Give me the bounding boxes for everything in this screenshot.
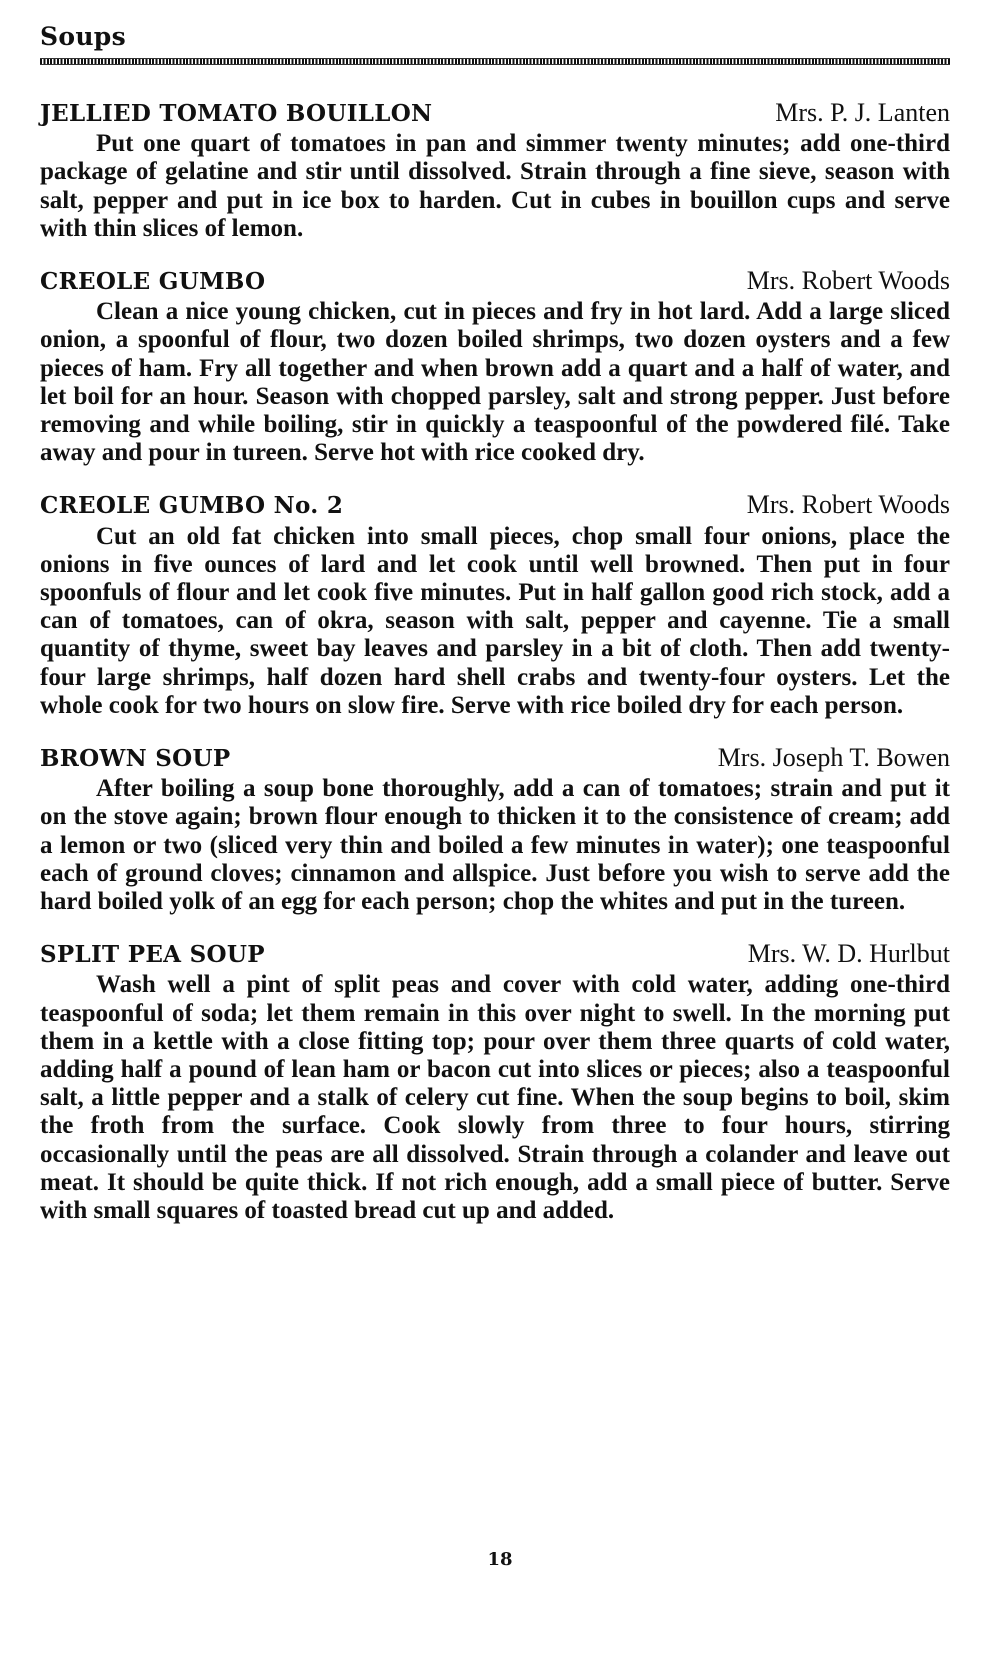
recipe-heading bbox=[40, 489, 950, 520]
recipe-title: BROWN SOUP bbox=[40, 745, 231, 773]
recipe-title: JELLIED TOMATO BOUILLON bbox=[40, 100, 433, 127]
recipe-text: Cut an old fat chicken into small pieces, chop small four onions, place the onions in five ounces of lard and let cook until well browned. Then put in four spoonfuls of flour and let cook five minutes. Put in half gallon good rich stock, add a can of tomatoes, can of okra, season with salt, pepper and cayenne. Tie a small quantity of thyme, sweet bay leaves and parsley in a bit of cloth. Then add twenty-four large shrimps, half dozen hard shell crabs and twenty-four oysters. Let the whole cook for two hours on slow fire. Serve with rice boiled dry for each person. bbox=[40, 522, 950, 719]
recipe-heading bbox=[40, 97, 950, 128]
recipe-brown-soup bbox=[40, 742, 950, 916]
recipe-title: SPLIT PEA SOUP bbox=[40, 941, 265, 969]
recipe-split-pea-soup bbox=[40, 938, 950, 1225]
recipe-author: Mrs. Robert Woods bbox=[746, 266, 950, 295]
recipe-text: After boiling a soup bone thoroughly, add a can of tomatoes; strain and put it on the stove again; brown flour enough to thicken it to the consistence of cream; add a lemon or two (sliced very thin and boiled a few minutes in water); one teaspoonful each of ground cloves; cinnamon and allspice. Just before you wish to serve add the hard boiled yolk of an egg for each person; chop the whites and put in the tureen. bbox=[40, 775, 950, 916]
recipe-text: Put one quart of tomatoes in pan and simmer twenty minutes; add one-third package of gelatine and stir until dissolved. Strain through a fine sieve, season with salt, pepper and put in ice box to harden. Cut in cubes in bouillon cups and serve with thin slices of lemon. bbox=[40, 130, 950, 242]
section-title: Soups bbox=[40, 22, 126, 51]
recipe-text: Clean a nice young chicken, cut in pieces and fry in hot lard. Add a large sliced onion, a spoonful of flour, two dozen boiled shrimps, two dozen oysters and a few pieces of ham. Fry all together and when brown add a quart and a half of water, and let boil for an hour. Season with chopped parsley, salt and strong pepper. Just before removing and while boiling, stir in quickly a teaspoonful of the powdered filé. Take away and pour in tureen. Serve hot with rice cooked dry. bbox=[40, 298, 950, 467]
recipe-title: CREOLE GUMBO No. 2 bbox=[40, 492, 344, 520]
recipe-heading bbox=[40, 265, 950, 296]
recipe-heading bbox=[40, 742, 950, 773]
recipe-heading bbox=[40, 938, 950, 969]
header-divider bbox=[40, 58, 950, 65]
page-number: 18 bbox=[487, 1549, 513, 1570]
recipe-author: Mrs. P. J. Lanten bbox=[775, 98, 950, 127]
recipe-jellied-tomato-bouillon bbox=[40, 97, 950, 243]
recipe-list bbox=[40, 97, 950, 1225]
recipe-creole-gumbo-no-2 bbox=[40, 489, 950, 720]
recipe-author: Mrs. Robert Woods bbox=[746, 490, 950, 520]
recipe-text: Wash well a pint of split peas and cover with cold water, adding one-third teaspoonful of soda; let them remain in this over night to swell. In the morning put them in a kettle with a close fitting top; pour over them three quarts of cold water, adding half a pound of lean ham or bacon cut into slices or pieces; also a teaspoonful salt, a little pepper and a stalk of celery cut fine. When the soup begins to boil, skim the froth from the surface. Cook slowly from three to four hours, stirring occasionally until the peas are all dissolved. Strain through a colander and leave out meat. It should be quite thick. If not rich enough, add a small piece of butter. Serve with small squares of toasted bread cut up and added. bbox=[40, 971, 950, 1225]
cookbook-page bbox=[40, 22, 950, 1247]
recipe-title: CREOLE GUMBO bbox=[40, 268, 266, 295]
recipe-author: Mrs. W. D. Hurlbut bbox=[747, 939, 950, 969]
recipe-author: Mrs. Joseph T. Bowen bbox=[717, 743, 950, 773]
recipe-creole-gumbo bbox=[40, 265, 950, 467]
